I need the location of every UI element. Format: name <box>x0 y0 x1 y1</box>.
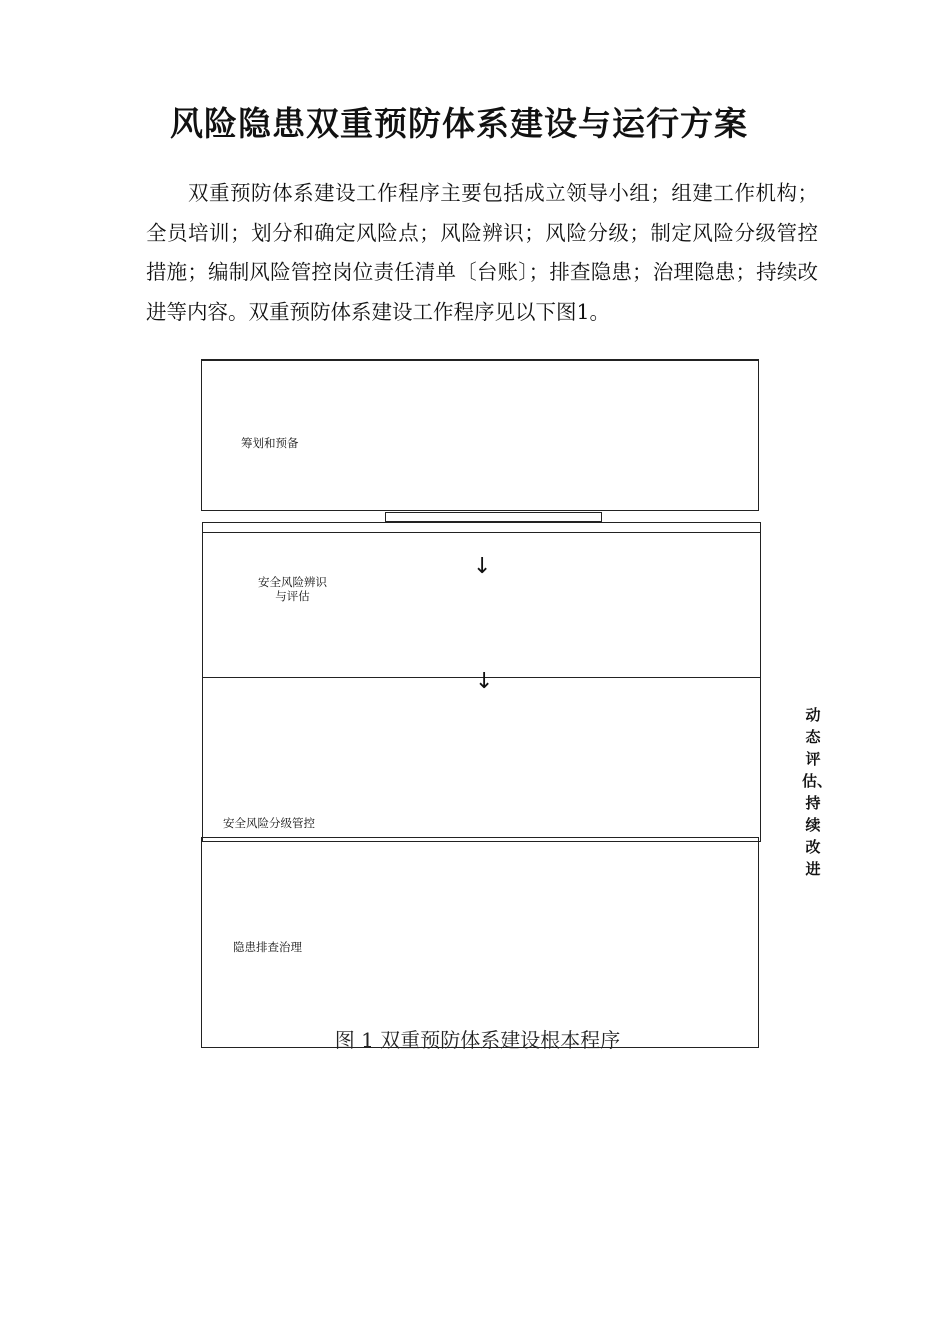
figure-caption: 图 1 双重预防体系建设根本程序 <box>334 1028 621 1052</box>
step-label-identification-line1: 安全风险辨识 <box>258 575 327 589</box>
arrow-down-icon: ↓ <box>475 669 494 694</box>
step-label-planning: 筹划和预备 <box>241 436 299 450</box>
intro-paragraph: 双重预防体系建设工作程序主要包括成立领导小组；组建工作机构；全员培训；划分和确定风险点；风险辨识；风险分级；制定风险分级管控措施；编制风险管控岗位责任清单〔台账〕；排查隐患；治理隐患；持续改进等内容。双重预防体系建设工作程序见以下图1。 <box>146 181 818 324</box>
step-label-identification-line2: 与评估 <box>275 589 310 603</box>
step-box-planning <box>201 359 759 511</box>
arrow-down-icon: ↓ <box>473 554 492 579</box>
side-label-continuous-improvement: 动态评估、持续改进 <box>802 706 833 878</box>
document-title: 风险隐患双重预防体系建设与运行方案 <box>170 104 748 143</box>
step-label-hazard: 隐患排查治理 <box>233 940 302 954</box>
step-label-identification <box>258 575 327 603</box>
connector-bar <box>385 512 602 522</box>
step-label-grading: 安全风险分级管控 <box>223 816 315 830</box>
